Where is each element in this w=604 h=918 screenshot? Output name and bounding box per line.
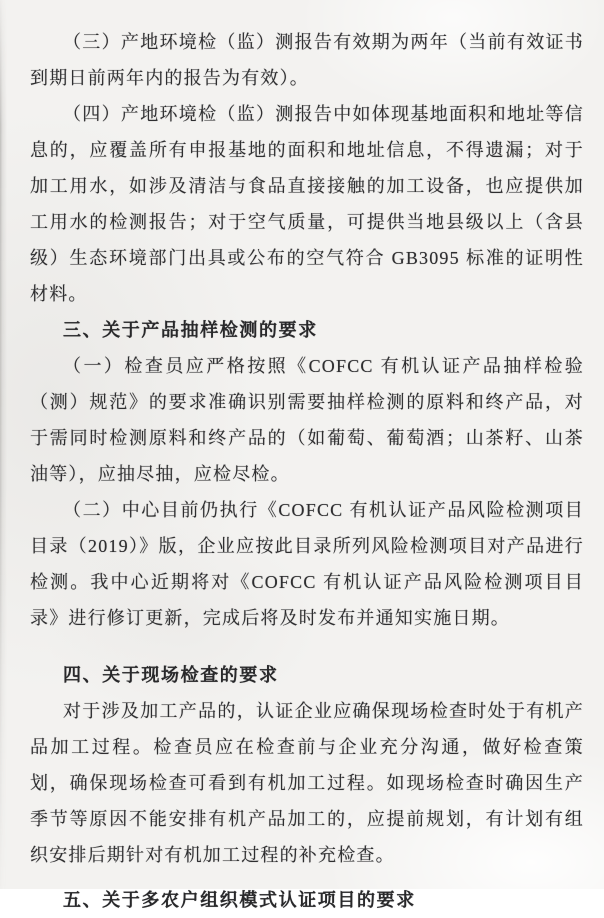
section-heading-5: 五、关于多农户组织模式认证项目的要求: [63, 890, 416, 910]
section-heading-4: 四、关于现场检查的要求: [63, 665, 279, 685]
body-paragraph: （三）产地环境检（监）测报告有效期为两年（当前有效证书到期日前两年内的报告为有效）。: [30, 32, 584, 88]
scan-edge-artifact: [0, 0, 7, 889]
body-paragraph: （四）产地环境检（监）测报告中如体现基地面积和地址等信息的，应覆盖所有申报基地的面积和地址信息，不得遗漏；对于加工用水，如涉及清洁与食品直接接触的加工设备，也应提供加工用水的检测报告；对于空气质量，可提供当地县级以上（含县级）生态环境部门出具或公布的空气符合 GB3095 标准的证明性材料。: [30, 104, 584, 304]
body-paragraph: 对于涉及加工产品的，认证企业应确保现场检查时处于有机产品加工过程。检查员应在检查前与企业充分沟通，做好检查策划，确保现场检查可看到有机加工过程。如现场检查时确因生产季节等原因不能安排有机产品加工的，应提前规划，有计划有组织安排后期针对有机加工过程的补充检查。: [30, 701, 584, 865]
section-heading-3: 三、关于产品抽样检测的要求: [63, 320, 318, 340]
body-paragraph: （一）检查员应严格按照《COFCC 有机认证产品抽样检验（测）规范》的要求准确识别需要抽样检测的原料和终产品，对于需同时检测原料和终产品的（如葡萄、葡萄酒；山茶籽、山茶油等），应抽尽抽，应检尽检。: [30, 356, 584, 484]
body-paragraph: （二）中心目前仍执行《COFCC 有机认证产品风险检测项目目录（2019）》版，企业应按此目录所列风险检测项目对产品进行检测。我中心近期将对《COFCC 有机认证产品风险检测项目目录》进行修订更新，完成后将及时发布并通知实施日期。: [30, 500, 584, 628]
document-content: [30, 24, 584, 918]
